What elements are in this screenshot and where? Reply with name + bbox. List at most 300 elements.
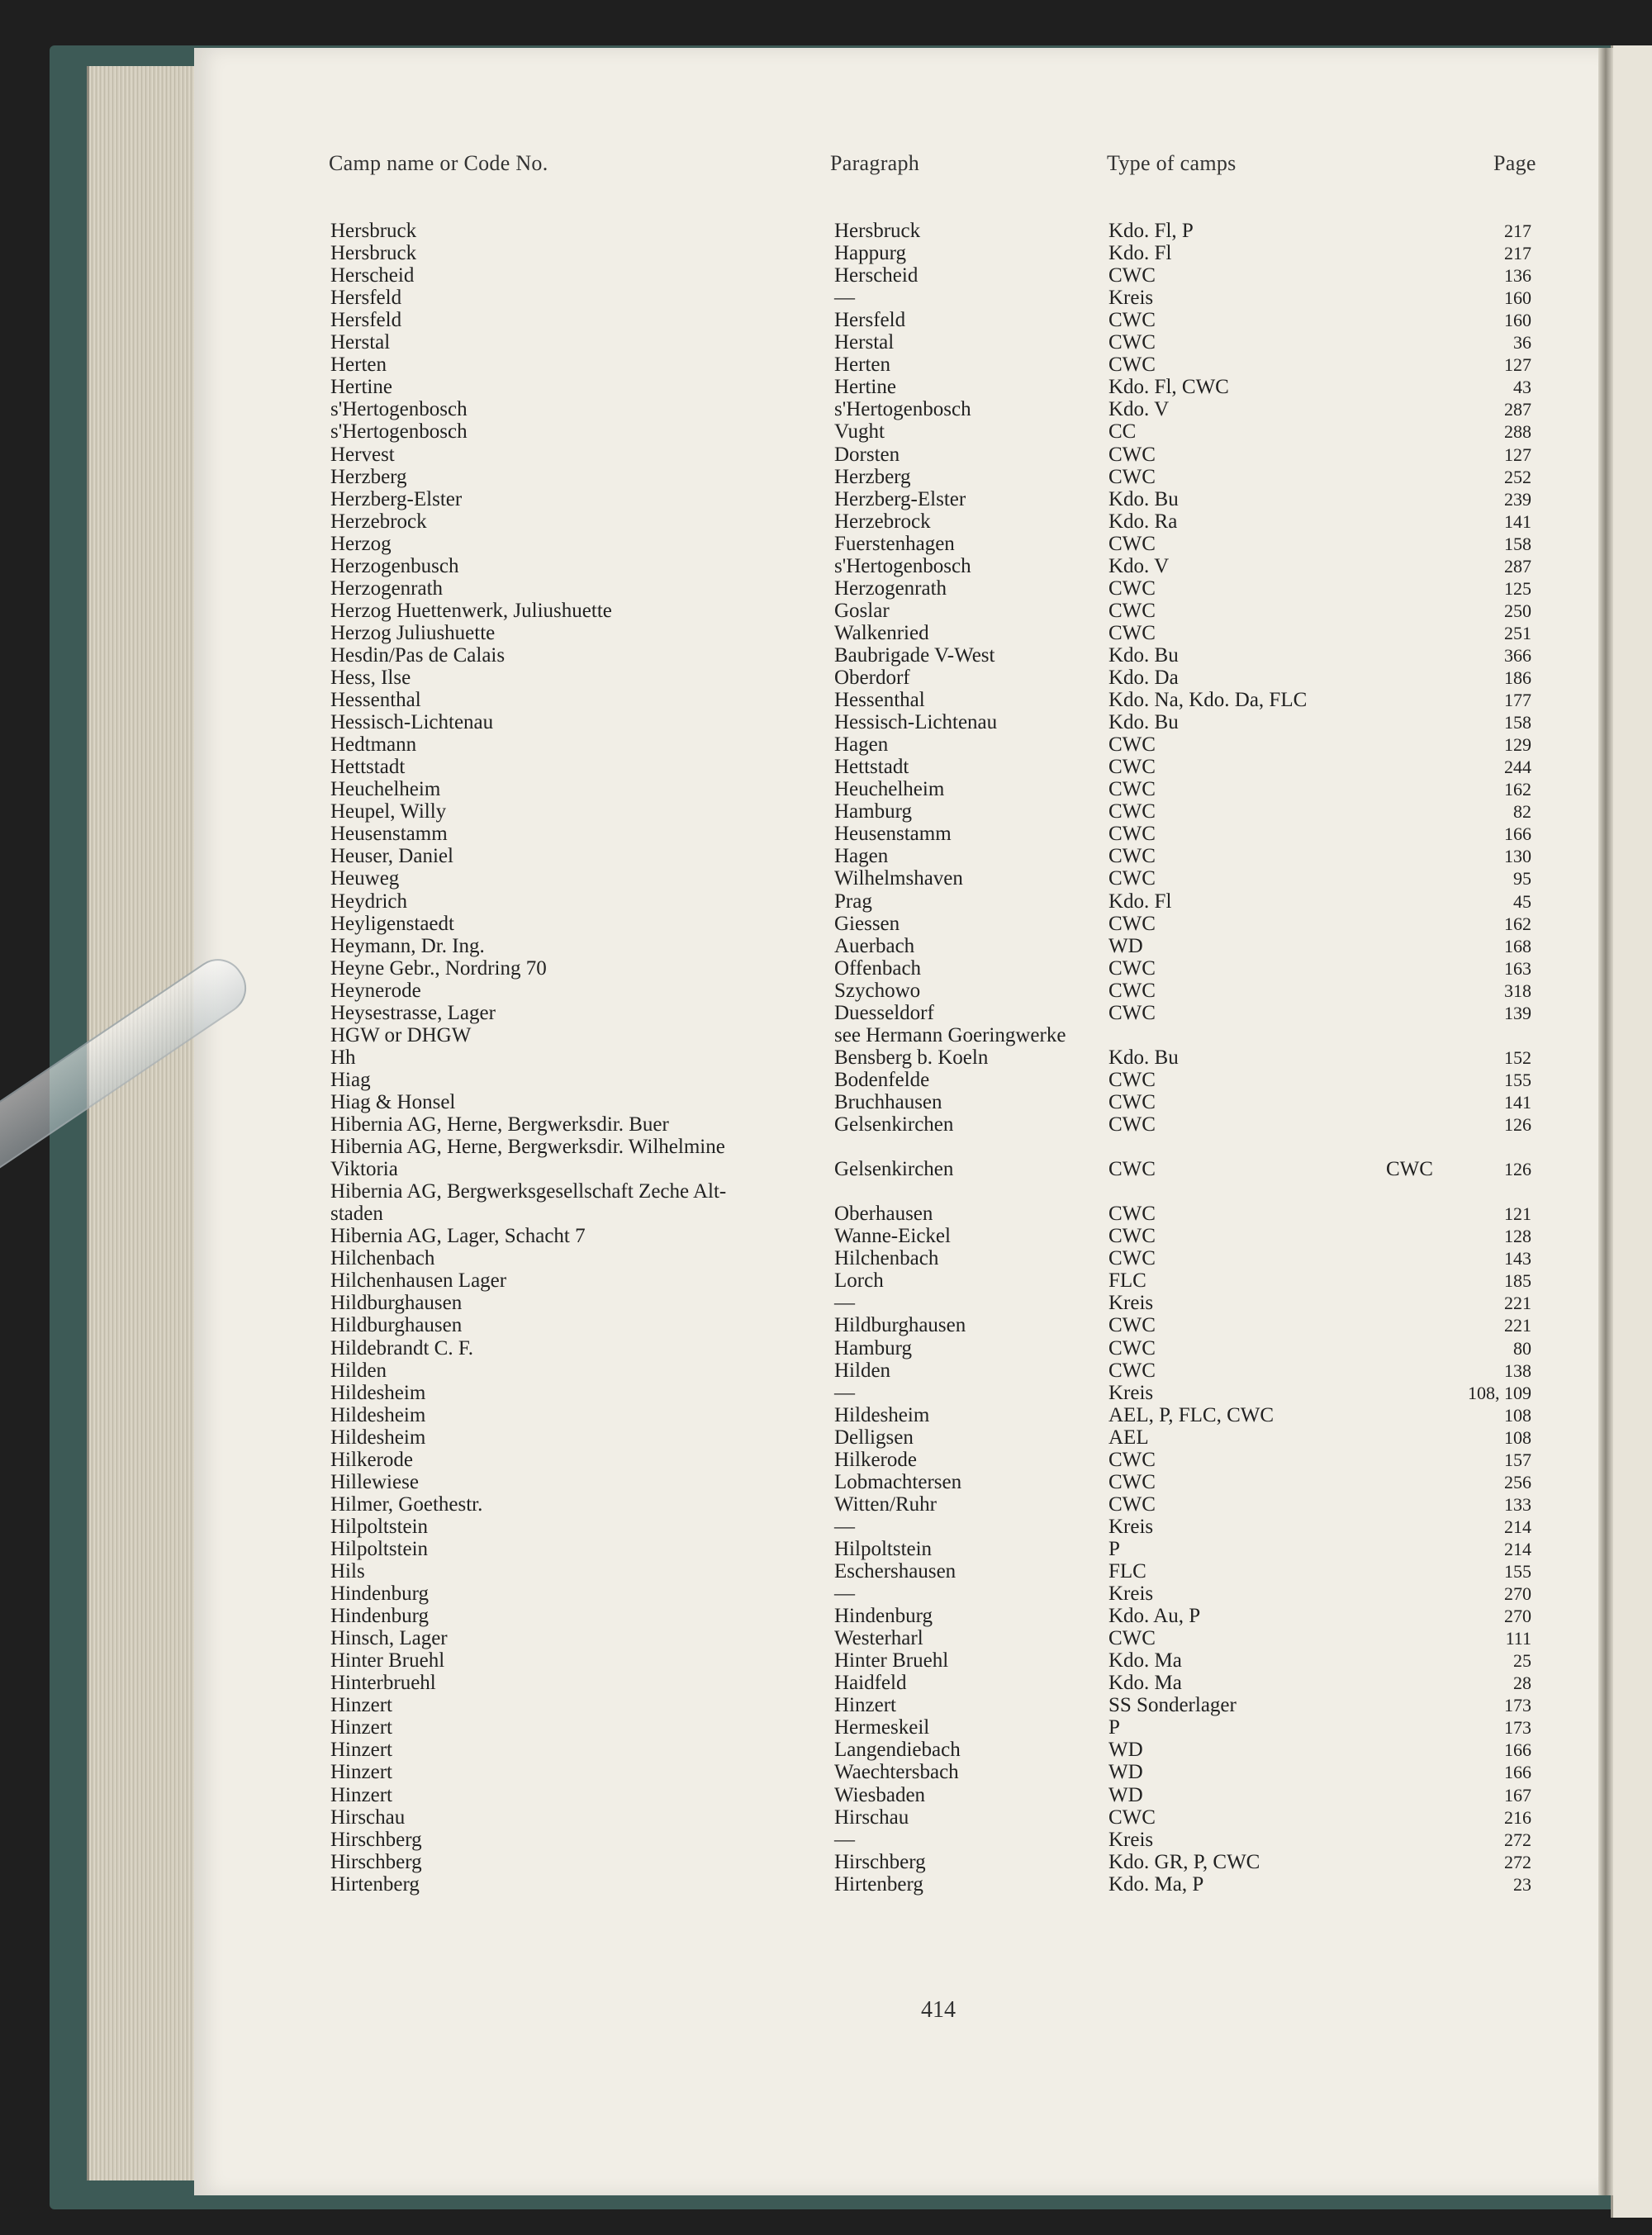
table-row [0,644,1652,667]
camp-type-cell: Kdo. Bu [1108,711,1179,734]
page-cell: 168 [1504,935,1531,956]
camp-name-cell: Heuweg [330,867,400,890]
camp-name-cell: Hirschberg [330,1850,422,1873]
camp-name-cell: Hildesheim [330,1403,426,1426]
header-type-of-camps: Type of camps [1107,151,1237,175]
camp-name-cell: Hedtmann [330,733,417,757]
camp-type-cell: Kdo. V [1108,398,1170,421]
table-row [0,845,1652,867]
camp-type-cell: P [1108,1716,1120,1739]
camp-name-cell: s'Hertogenbosch [330,420,468,444]
paragraph-cell: Vught [834,420,885,444]
table-row [0,1784,1652,1806]
camp-type-cell: CWC [1108,1627,1156,1650]
page-cell: 127 [1504,444,1531,465]
camp-name-cell: Herzberg [330,465,407,488]
page-cell: 133 [1504,1493,1531,1515]
camp-name-cell: Hinsch, Lager [330,1627,448,1650]
paragraph-cell: Gelsenkirchen [834,1158,954,1181]
page-cell: 166 [1504,1762,1531,1783]
camp-name-cell: Hindenburg [330,1605,429,1628]
paragraph-cell: Prag [834,890,872,913]
camp-name-cell: Heymann, Dr. Ing. [330,934,485,957]
camp-name-cell: Heusenstamm [330,823,448,846]
camp-type-cell: Kdo. Bu [1108,643,1179,667]
paragraph-cell: Oberhausen [834,1203,933,1226]
page-cell: 152 [1504,1046,1531,1068]
camp-type-cell: CWC [1108,956,1156,980]
table-row [0,1449,1652,1471]
page-cell: 162 [1504,779,1531,800]
camp-type-cell: AEL [1108,1426,1149,1449]
table-row [0,1873,1652,1896]
table-row [0,1046,1652,1069]
table-row [0,689,1652,711]
page-cell: 157 [1504,1449,1531,1470]
camp-name-cell: Heynerode [330,979,421,1002]
paragraph-cell: Oberdorf [834,667,910,689]
camp-name-cell: Herten [330,354,387,377]
camp-name-cell: Hinter Bruehl [330,1649,445,1673]
camp-name-cell: Herzogenbusch [330,554,459,577]
camp-type-cell: CWC [1108,1001,1156,1024]
camp-type-cell: Kdo. Da [1108,667,1179,689]
paragraph-cell: Eschershausen [834,1560,957,1583]
table-row [0,1203,1652,1225]
table-row [0,935,1652,957]
camp-type-cell: Kdo. Bu [1108,487,1179,510]
camp-type-cell: CWC [1108,1113,1156,1136]
camp-name-cell: Herstal [330,331,391,354]
camp-type-cell: Kdo. V [1108,554,1170,577]
camp-type-cell: CWC [1108,1336,1156,1360]
table-row [0,1158,1652,1180]
paragraph-cell: Happurg [834,242,907,265]
camp-name-cell: Heupel, Willy [330,800,447,823]
page-cell: 185 [1504,1270,1531,1292]
paragraph-cell: Haidfeld [834,1672,907,1695]
camp-name-cell: Herzberg-Elster [330,487,463,510]
page-cell: 139 [1504,1002,1531,1023]
page-cell: 288 [1504,421,1531,443]
paragraph-cell: Witten/Ruhr [834,1492,937,1516]
camp-type-cell: Kdo. Bu [1108,1046,1179,1069]
page-cell: 186 [1504,667,1531,688]
camp-type-cell: Kdo. Ma [1108,1672,1182,1695]
table-row [0,1672,1652,1694]
camp-name-cell: Hervest [330,443,395,466]
table-row [0,890,1652,913]
table-row [0,800,1652,823]
paragraph-cell: — [834,287,855,310]
paragraph-cell: Hirtenberg [834,1872,923,1896]
table-row [0,1739,1652,1761]
camp-type-cell: CWC [1108,532,1156,555]
camp-name-cell: Hersfeld [330,287,402,310]
page-cell: 166 [1504,1739,1531,1761]
camp-name-cell: Hils [330,1560,365,1583]
paragraph-cell: Wilhelmshaven [834,867,963,890]
paragraph-cell: s'Hertogenbosch [834,554,971,577]
paragraph-cell: Hinzert [834,1694,896,1717]
camp-type-cell: CWC [1108,599,1156,622]
camp-name-cell: Hibernia AG, Herne, Bergwerksdir. Wilhelmine [330,1136,725,1159]
table-row [0,913,1652,935]
camp-name-cell: Hibernia AG, Herne, Bergwerksdir. Buer [330,1113,669,1136]
table-row [0,1493,1652,1516]
camp-type-cell: FLC [1108,1560,1146,1583]
camp-name-cell: HGW or DHGW [330,1023,472,1046]
margin-note-cell: CWC [1386,1158,1433,1181]
table-row [0,1069,1652,1091]
page-cell: 126 [1504,1114,1531,1135]
table-row [0,510,1652,533]
table-row [0,1136,1652,1158]
camp-name-cell: Heydrich [330,890,408,913]
camp-type-cell: Kreis [1108,1828,1154,1851]
page-cell: 108 [1504,1426,1531,1448]
table-row [0,1002,1652,1024]
table-row [0,1382,1652,1404]
camp-type-cell: CWC [1108,912,1156,935]
paragraph-cell: Hessenthal [834,689,925,712]
table-row [0,1426,1652,1449]
camp-name-cell: Hildburghausen [330,1292,463,1315]
camp-type-cell: CWC [1108,1359,1156,1382]
camp-name-cell: s'Hertogenbosch [330,398,468,421]
table-row [0,867,1652,890]
page-cell: 36 [1513,332,1531,354]
page-cell: 221 [1504,1315,1531,1336]
camp-type-cell: CWC [1108,756,1156,779]
camp-name-cell: Hibernia AG, Bergwerksgesellschaft Zeche Alt- [330,1180,727,1203]
camp-type-cell: Kdo. Ma, P [1108,1872,1204,1896]
page-cell: 244 [1504,757,1531,778]
camp-name-cell: Hilmer, Goethestr. [330,1492,483,1516]
paragraph-cell: Duesseldorf [834,1001,934,1024]
page-cell: 252 [1504,466,1531,487]
page-cell: 162 [1504,913,1531,934]
table-row [0,1269,1652,1292]
page-cell: 216 [1504,1806,1531,1828]
page-cell: 130 [1504,846,1531,867]
paragraph-cell: Hildburghausen [834,1314,966,1337]
page-cell: 111 [1505,1628,1531,1649]
paragraph-cell: Hilchenbach [834,1247,939,1270]
page-cell: 366 [1504,644,1531,666]
header-camp-name: Camp name or Code No. [329,151,548,175]
camp-type-cell: CWC [1108,733,1156,757]
paragraph-cell: Hersfeld [834,309,906,332]
camp-type-cell: Kdo. Fl [1108,242,1172,265]
camp-name-cell: Hinzert [330,1783,392,1806]
camp-type-cell: CWC [1108,823,1156,846]
table-row [0,1851,1652,1873]
camp-type-cell: CWC [1108,1247,1156,1270]
paragraph-cell: Szychowo [834,979,921,1002]
camp-type-cell: CC [1108,420,1137,444]
table-row [0,600,1652,622]
camp-type-cell: FLC [1108,1269,1146,1293]
camp-name-cell: Hilkerode [330,1448,413,1471]
page-cell: 141 [1504,1091,1531,1113]
table-row [0,1605,1652,1627]
paragraph-cell: Herten [834,354,891,377]
paragraph-cell: Hirschau [834,1806,909,1829]
paragraph-cell: Fuerstenhagen [834,532,955,555]
camp-type-cell: CWC [1108,1492,1156,1516]
page-cell: 155 [1504,1069,1531,1090]
table-row [0,1360,1652,1382]
table-row [0,1806,1652,1829]
table-row [0,376,1652,398]
paragraph-cell: Waechtersbach [834,1761,959,1784]
table-row [0,466,1652,488]
camp-name-cell: Hillewiese [330,1470,419,1493]
camp-name-cell: Hirschberg [330,1828,422,1851]
camp-name-cell: Heyne Gebr., Nordring 70 [330,956,547,980]
page-cell: 214 [1504,1538,1531,1559]
table-row [0,555,1652,577]
camp-type-cell: CWC [1108,1158,1156,1181]
paragraph-cell: — [834,1515,855,1538]
camp-name-cell: Hess, Ilse [330,667,411,689]
camp-type-cell: Kdo. Fl, P [1108,220,1194,242]
camp-type-cell: WD [1108,1739,1143,1762]
table-row [0,444,1652,466]
page-cell: 45 [1513,890,1531,912]
paragraph-cell: Hildesheim [834,1403,930,1426]
table-row [0,1225,1652,1247]
camp-name-cell: Herzog Juliushuette [330,621,496,644]
paragraph-cell: Westerharl [834,1627,923,1650]
table-row [0,957,1652,980]
camp-type-cell: CWC [1108,867,1156,890]
table-row [0,420,1652,443]
paragraph-cell: Hettstadt [834,756,909,779]
paragraph-cell: Bodenfelde [834,1068,930,1091]
paragraph-cell: Hilpoltstein [834,1537,933,1560]
page-cell: 217 [1504,243,1531,264]
camp-name-cell: Hildesheim [330,1381,426,1404]
page-cell: 136 [1504,265,1531,287]
camp-type-cell: CWC [1108,1806,1156,1829]
page-cell: 272 [1504,1851,1531,1872]
paragraph-cell: Giessen [834,912,900,935]
page-cell: 270 [1504,1583,1531,1605]
paragraph-cell: Hersbruck [834,220,921,242]
camp-name-cell: Hertine [330,376,392,399]
camp-type-cell: CWC [1108,354,1156,377]
paragraph-cell: — [834,1828,855,1851]
page-cell: 272 [1504,1829,1531,1850]
camp-type-cell: CWC [1108,1314,1156,1337]
table-row [0,1627,1652,1649]
table-row [0,1761,1652,1783]
camp-type-cell: CWC [1108,264,1156,287]
camp-type-cell: Kdo. Ma [1108,1649,1182,1673]
camp-name-cell: Hersbruck [330,220,417,242]
table-row [0,287,1652,309]
camp-name-cell: Hinzert [330,1739,392,1762]
paragraph-cell: Hagen [834,733,889,757]
paragraph-cell: Herzebrock [834,510,931,533]
page-cell: 143 [1504,1248,1531,1269]
camp-type-cell: CWC [1108,1090,1156,1113]
camp-type-cell: CWC [1108,309,1156,332]
paragraph-cell: Herscheid [834,264,919,287]
paragraph-cell: Lobmachtersen [834,1470,962,1493]
page-cell: 251 [1504,622,1531,643]
camp-name-cell: Hirschau [330,1806,406,1829]
page-cell: 217 [1504,221,1531,241]
table-row [0,1649,1652,1672]
camp-type-cell: Kdo. Au, P [1108,1605,1201,1628]
camp-name-cell: Hibernia AG, Lager, Schacht 7 [330,1225,586,1248]
camp-type-cell: Kreis [1108,287,1154,310]
paragraph-cell: Hinter Bruehl [834,1649,949,1673]
page-cell: 163 [1504,957,1531,979]
camp-name-cell: Hilpoltstein [330,1515,429,1538]
camp-type-cell: CWC [1108,845,1156,868]
paragraph-cell: Herzberg-Elster [834,487,966,510]
camp-name-cell: Hinterbruehl [330,1672,436,1695]
camp-type-cell: AEL, P, FLC, CWC [1108,1403,1275,1426]
camp-type-cell: CWC [1108,1225,1156,1248]
camp-type-cell: CWC [1108,979,1156,1002]
paragraph-cell: Herstal [834,331,895,354]
camp-name-cell: Hildesheim [330,1426,426,1449]
camp-name-cell: Herzebrock [330,510,427,533]
paragraph-cell: — [834,1583,855,1606]
header-paragraph: Paragraph [830,151,920,175]
camp-name-cell: Hildebrandt C. F. [330,1336,473,1360]
page-number: 414 [921,1997,956,2023]
table-row [0,1560,1652,1583]
paragraph-cell: Wiesbaden [834,1783,926,1806]
page-cell: 167 [1504,1784,1531,1806]
paragraph-cell: Heuchelheim [834,778,945,801]
table-row [0,1091,1652,1113]
table-row [0,1180,1652,1203]
table-row [0,1694,1652,1716]
page-cell: 158 [1504,712,1531,733]
page-cell: 138 [1504,1360,1531,1381]
camp-name-cell: staden [330,1203,383,1226]
camp-type-cell: WD [1108,1783,1143,1806]
page-cell: 270 [1504,1606,1531,1627]
table-row [0,711,1652,733]
page-cell: 125 [1504,577,1531,599]
camp-type-cell: Kdo. Ra [1108,510,1178,533]
paragraph-cell: Hermeskeil [834,1716,930,1739]
table-row [0,1829,1652,1851]
camp-name-cell: Hettstadt [330,756,406,779]
camp-name-cell: Hessisch-Lichtenau [330,711,494,734]
page-cell: 250 [1504,600,1531,621]
camp-name-cell: Hilchenhausen Lager [330,1269,507,1293]
table-row [0,309,1652,331]
page-cell: 126 [1504,1159,1531,1180]
paragraph-cell: — [834,1292,855,1315]
table-row [0,1516,1652,1538]
table-row [0,1716,1652,1739]
camp-name-cell: Heysestrasse, Lager [330,1001,496,1024]
paragraph-cell: Hessisch-Lichtenau [834,711,998,734]
page-cell: 221 [1504,1293,1531,1314]
table-row [0,1292,1652,1314]
camp-name-cell: Hilchenbach [330,1247,435,1270]
camp-name-cell: Hinzert [330,1761,392,1784]
table-row [0,980,1652,1002]
table-row [0,1113,1652,1136]
page-cell: 28 [1513,1673,1531,1694]
table-row [0,1247,1652,1269]
camp-type-cell: Kreis [1108,1515,1154,1538]
page-cell: 160 [1504,287,1531,309]
camp-name-cell: Heuser, Daniel [330,845,453,868]
camp-name-cell: Herzogenrath [330,577,444,600]
camp-type-cell: CWC [1108,1203,1156,1226]
camp-type-cell: CWC [1108,577,1156,600]
table-row [0,1583,1652,1605]
table-row [0,242,1652,264]
paragraph-cell: Hirschberg [834,1850,926,1873]
paragraph-cell: Hilkerode [834,1448,917,1471]
camp-type-cell: SS Sonderlager [1108,1694,1237,1717]
camp-type-cell: CWC [1108,331,1156,354]
table-row [0,733,1652,756]
paragraph-cell: Hilden [834,1359,891,1382]
camp-name-cell: Hildburghausen [330,1314,463,1337]
paragraph-cell: Bensberg b. Koeln [834,1046,989,1069]
paragraph-cell: Goslar [834,599,890,622]
table-row [0,1024,1652,1046]
camp-type-cell: CWC [1108,1068,1156,1091]
camp-type-cell: Kreis [1108,1381,1154,1404]
page-cell: 108, 109 [1468,1382,1531,1403]
page-cell: 95 [1513,868,1531,890]
paragraph-cell: Hertine [834,376,896,399]
table-row [0,398,1652,420]
camp-name-cell: Hinzert [330,1716,392,1739]
page-cell: 239 [1504,488,1531,510]
camp-name-cell: Viktoria [330,1158,398,1181]
page-cell: 158 [1504,533,1531,554]
camp-type-cell: CWC [1108,778,1156,801]
page-cell: 141 [1504,510,1531,532]
camp-type-cell: CWC [1108,443,1156,466]
camp-type-cell: Kdo. Fl [1108,890,1172,913]
paragraph-cell: Offenbach [834,956,922,980]
table-row [0,778,1652,800]
paragraph-cell: Herzberg [834,465,911,488]
paragraph-cell: Lorch [834,1269,884,1293]
camp-name-cell: Hessenthal [330,689,421,712]
camp-name-cell: Hinzert [330,1694,392,1717]
camp-name-cell: Hirtenberg [330,1872,420,1896]
header-page: Page [1493,151,1536,175]
table-row [0,1337,1652,1360]
table-row [0,1538,1652,1560]
camp-type-cell: CWC [1108,1470,1156,1493]
page-cell: 23 [1513,1873,1531,1895]
table-row [0,354,1652,376]
camp-type-cell: CWC [1108,621,1156,644]
camp-name-cell: Heuchelheim [330,778,441,801]
camp-name-cell: Hiag [330,1068,371,1091]
camp-type-cell: P [1108,1537,1120,1560]
